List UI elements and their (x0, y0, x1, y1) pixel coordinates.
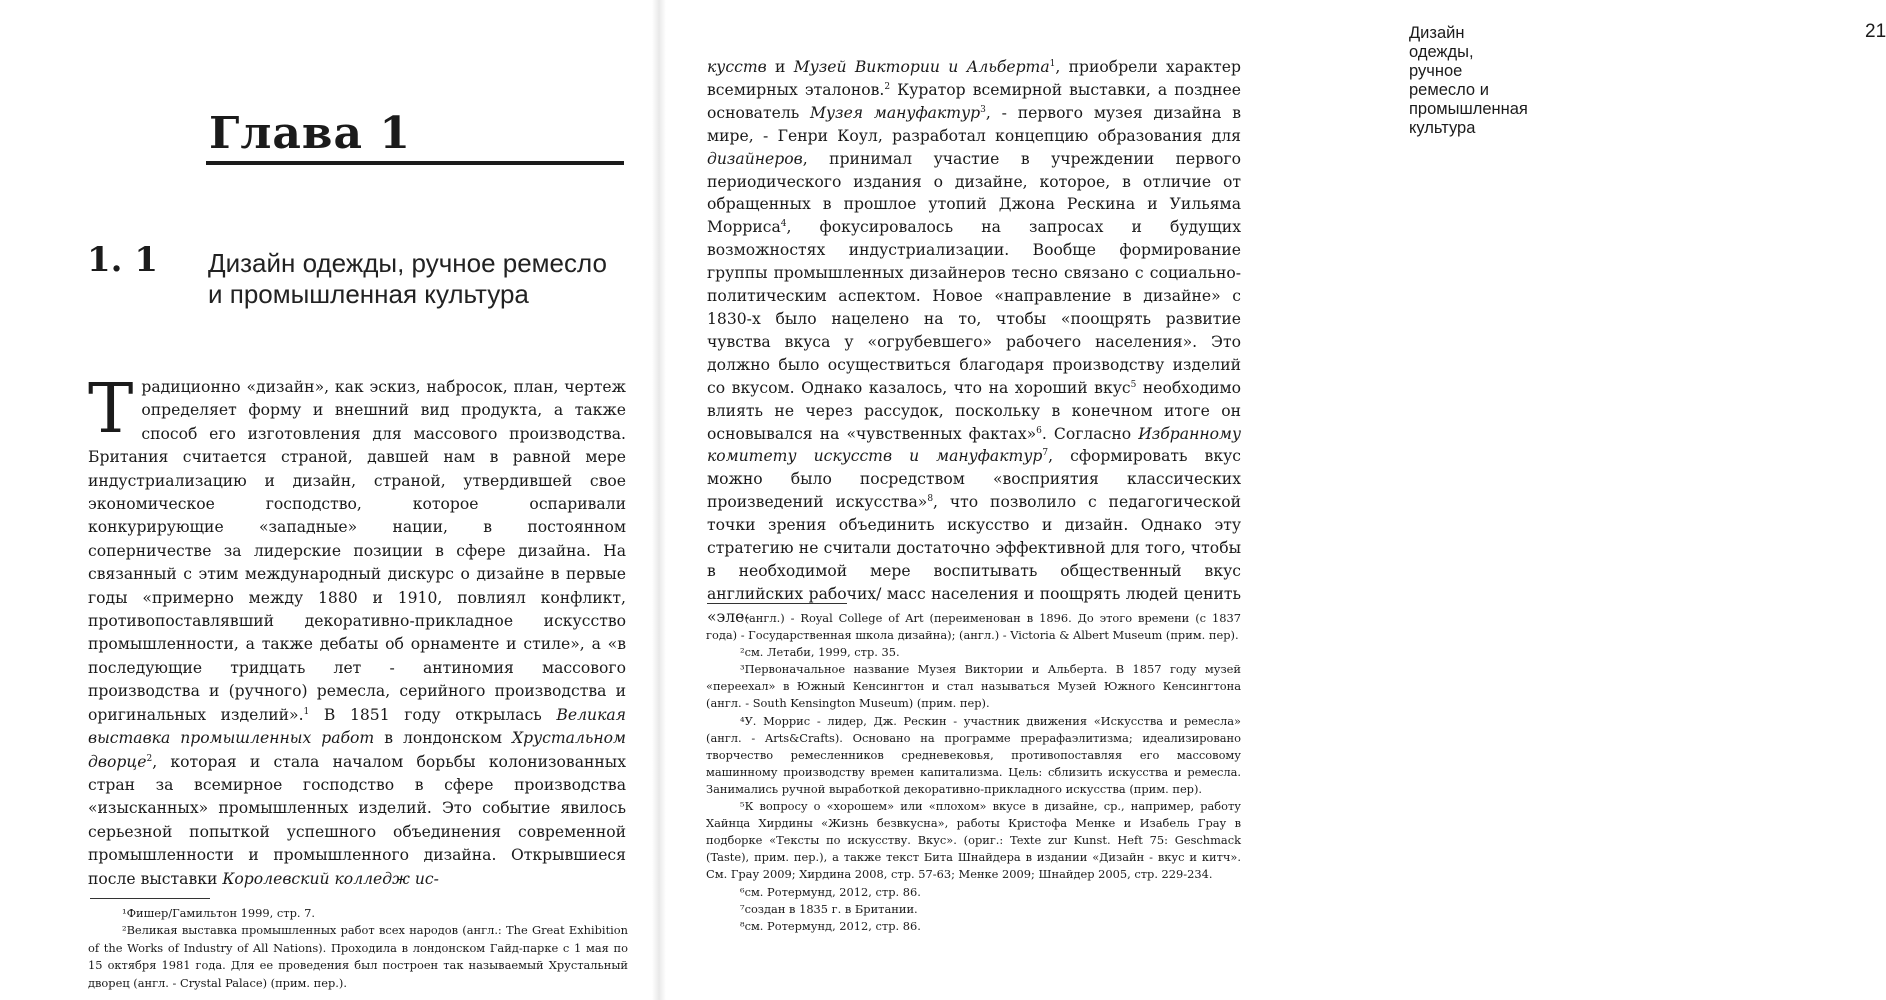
body-text-left (88, 370, 626, 891)
italic-term: Великая выставка промышленных работ (88, 705, 626, 748)
footnote-ref: 4 (780, 219, 787, 230)
footnote-ref: 3 (980, 104, 986, 115)
footnote: ⁷создан в 1835 г. в Британии. (740, 901, 918, 916)
footnote-ref: 2 (146, 753, 153, 764)
running-head: Дизайн одежды, ручное ремесло и промышленная культура (1409, 24, 1528, 137)
footnote-rule (707, 603, 847, 604)
italic-term: Музей Виктории и Альберта (793, 58, 1050, 76)
text-run: Куратор всемирной выставки, а позднее основатель (707, 80, 1241, 122)
section-title: Дизайн одежды, ручное ремесло и промышленная культура (208, 248, 607, 309)
footnote-ref: 5 (1130, 379, 1137, 390)
italic-term: Хрустальном дворце (88, 729, 626, 771)
body-text-right (707, 56, 1241, 629)
text-run: необходимо влиять не через рассудок, поскольку в конечном итоге он основывался на «чувственных фактах» (707, 378, 1241, 443)
footnotes-right (706, 610, 1241, 935)
italic-term: Избранному комитету искусств и мануфактур (707, 424, 1241, 466)
italic-term: Королевский колледж ис- (222, 869, 439, 888)
page-number: 21 (1865, 21, 1886, 42)
footnote: ⁶см. Ротермунд, 2012, стр. 86. (740, 884, 921, 899)
footnote: ⁵К вопросу о «хорошем» или «плохом» вкусе в дизайне, ср., например, работу Хайнца Хирдины «Жизнь безвкусна», работы Кристофа Менке и Изабель Грау в подборке «Тексты по искусству. Вкус». (ориг.: Texte zur Kunst. Heft 75: Geschmack (Taste), прим. пер.), а также текст Бита Шнайдера в издании «Дизайн - вкус и китч». См. Грау 2009; Хирдина 2008, стр. 57-63; Менке 2009; Шнайдер 2005, стр. 229-234. (706, 799, 1241, 882)
footnote: ¹(англ.) - Royal College of Art (переименован в 1896. До этого времени (с 1837 года) - Государственная школа дизайна); (англ.) - Victoria & Albert Museum (прим. пер). (706, 611, 1241, 643)
italic-term: Музея мануфактур (810, 103, 981, 122)
text-run: в лондонском (374, 729, 513, 748)
footnote: ²Великая выставка промышленных работ всех народов (англ.: The Great Exhibition of the Works of Industry of All Nations). Проходила в лондонском Гайд-парке с 1 мая по 15 октября 1981 года. Для ее проведения был построен так называемый Хрустальный дворец (англ. - Crystal Palace) (прим. пер.). (88, 923, 628, 990)
text-run: В 1851 году открылась (309, 705, 557, 724)
chapter-rule (206, 161, 624, 165)
text-run: и (766, 58, 794, 76)
text-run: , которая и стала началом борьбы колонизованных стран за всемирное господство в сфере производства «изысканных» промышленных изделий. Это событие явилось серьезной попыткой успешного объединения современной промышленности и промышленного дизайна. Открывшиеся после выставки (88, 752, 626, 888)
footnote-ref: 1 (303, 706, 310, 717)
footnote-ref: 2 (884, 81, 891, 92)
text-run: , - первого музея дизайна в мире, - Генри Коул, разработал концепцию образования для (707, 103, 1242, 145)
text-run: , сформировать вкус можно было посредством «восприятия классических произведений искусства» (707, 447, 1241, 512)
footnote-ref: 7 (1042, 448, 1049, 459)
text-run: , фокусировалось на запросах и будущих возможностях индустриализации. Вообще формирование группы промышленных дизайнеров тесно связано с социально-политическим аспектом. Новое «направление в дизайне» с 1830-х было нацелено на то, чтобы «поощрять развитие чувства вкуса у «огрубевшего» рабочего населения». Это должно было осуществиться благодаря производству изделий со вкусом. Однако казалось, что на хороший вкус (707, 218, 1241, 397)
text-run: радиционно «дизайн», как эскиз, набросок, план, чертеж определяет форму и внешний вид продукта, а также способ его изготовления для массового производства. Британия считается страной, давшей нам в равной мере индустриализацию и дизайн, страной, утвердившей свое экономическое господство, которое оспаривали конкурирующие «западные» нации, в постоянном соперничестве за лидерские позиции в сфере дизайна. На связанный с этим международный дискурс о дизайне в первые годы «примерно между 1880 и 1910, повлиял конфликт, противопоставлявший декоративно-прикладное искусство промышленности, а также дебаты об орнаменте и стиле», а «в последующие тридцать лет - антиномия массового производства и (ручного) ремесла, серийного производства и оригинальных изделий». (88, 378, 626, 724)
text-run: , приобрели характер всемирных эталонов. (707, 58, 1241, 99)
footnote-ref: 1 (1049, 58, 1056, 69)
footnote: ³Первоначальное название Музея Виктории и Альберта. В 1857 году музей «переехал» в Южный Кенсингтон и стал называться Музей Южного Кенсингтона (англ. - South Kensington Museum) (прим. пер). (706, 662, 1241, 711)
text-run: , принимал участие в учреждении первого периодического издания о дизайне, которое, в отличие от обращенных в прошлое утопий Джона Рескина и Уильяма Морриса (707, 149, 1241, 237)
text-run: . Согласно (1041, 424, 1139, 443)
italic-term: дизайнеров (707, 149, 803, 168)
left-page (0, 0, 659, 1000)
footnote: ⁸см. Ротермунд, 2012, стр. 86. (740, 918, 921, 933)
section-number: 1. 1 (87, 240, 158, 280)
footnote: ²см. Летаби, 1999, стр. 35. (740, 645, 900, 660)
footnote: ⁴У. Моррис - лидер, Дж. Рескин - участник движения «Искусства и ремесла» (англ. - Arts&Crafts). Основано на программе прерафаэлитизма; идеализировано творчество ремесленников средневековья, противопоставляя его массовому машинному производству времен капитализма. Цель: сблизить искусства и ремесла. Занимались ручной выработкой декоративно-прикладного искусства (прим. пер). (706, 713, 1241, 796)
text-run: , что позволило с педагогической точки зрения объединить искусство и дизайн. Однако эту стратегию не считали достаточно эффективной для того, чтобы в необходимой мере воспитывать общественный вкус английских рабочих/ масс населения и поощрять людей ценить «эле- (707, 493, 1241, 626)
footnotes-left (88, 905, 628, 992)
footnote-ref: 6 (1036, 425, 1042, 436)
footnote: ¹Фишер/Гамильтон 1999, стр. 7. (122, 906, 315, 920)
chapter-heading: Глава 1 (209, 108, 411, 159)
footnote-ref: 8 (927, 494, 934, 505)
drop-cap: Т (88, 370, 134, 449)
italic-term: кусств (707, 58, 767, 76)
footnote-rule (90, 898, 210, 899)
